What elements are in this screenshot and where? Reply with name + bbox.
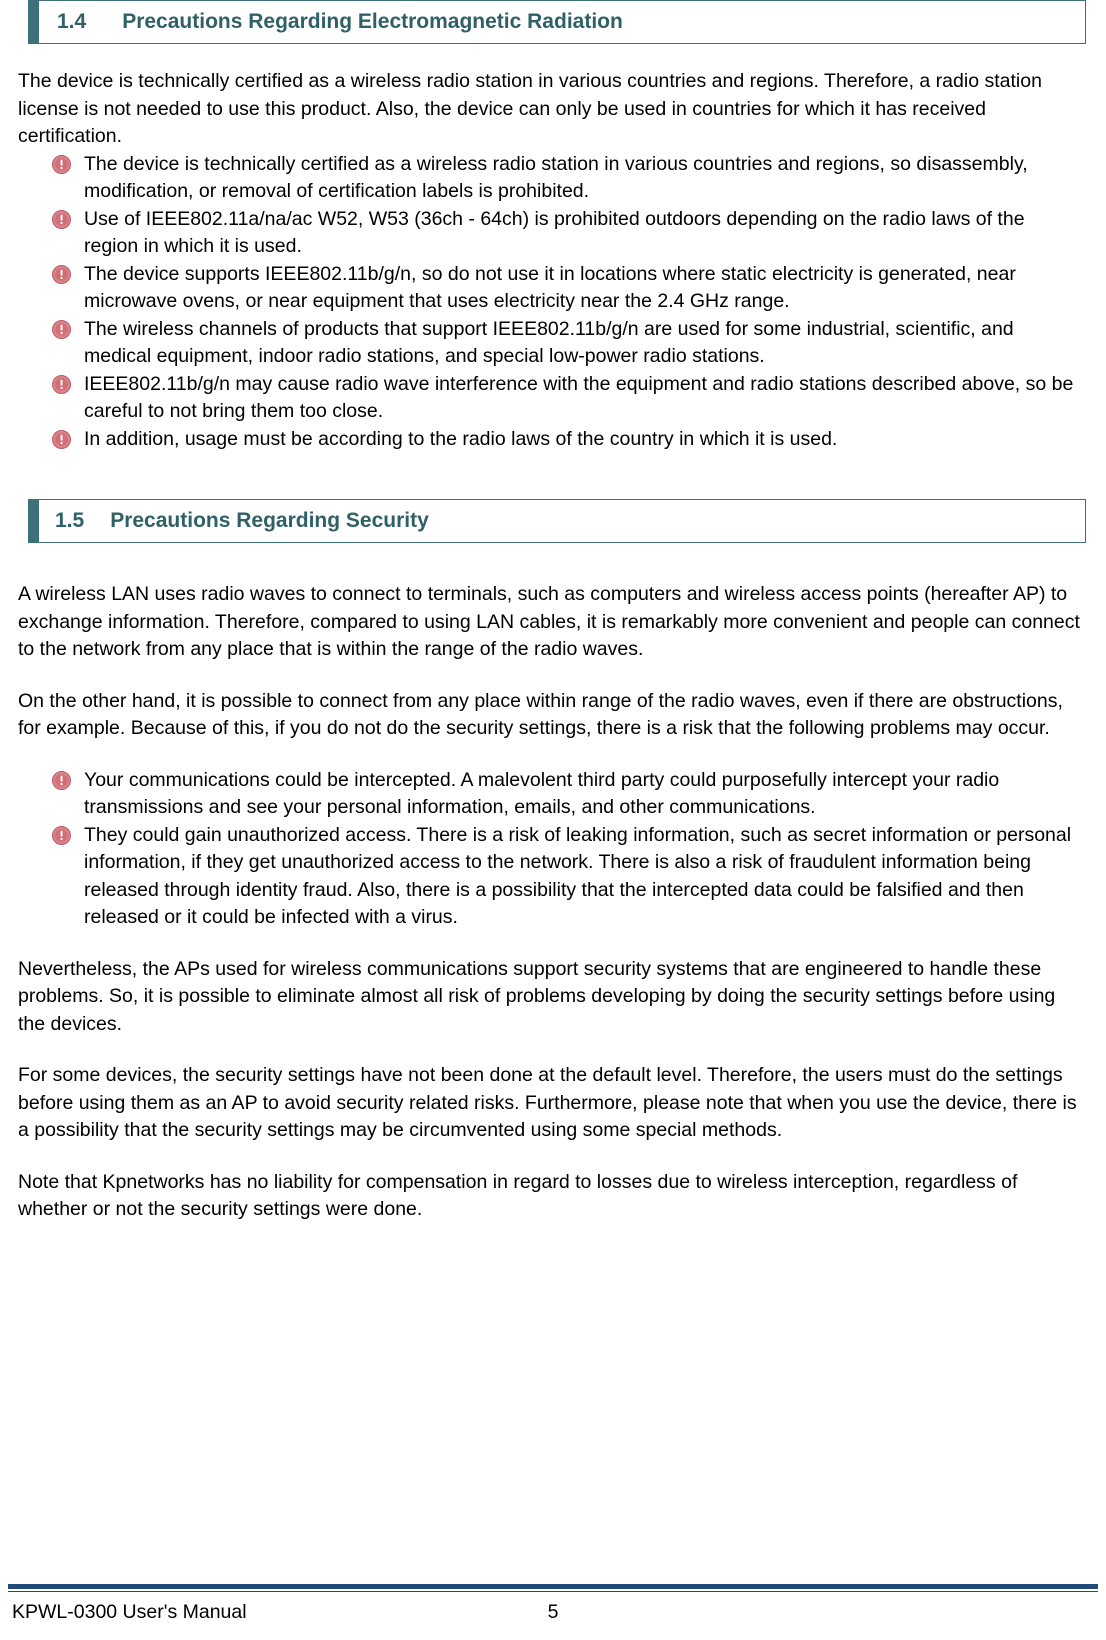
list-item-text: The wireless channels of products that support IEEE802.11b/g/n are used for some industrial, scientific, and medical equipment, indoor radio stations, and special low-power radio stations. <box>84 317 1014 367</box>
spacer <box>10 932 1096 956</box>
section-1-5-paragraph-1: A wireless LAN uses radio waves to connect to terminals, such as computers and wireless access points (hereafter AP) to exchange information. Therefore, compared to using LAN cables, it is remarkably more convenient and people can connect to the network from any place that is within the range of the radio waves. <box>18 583 1080 660</box>
spacer <box>10 44 1096 68</box>
section-number: 1.4 <box>57 10 87 33</box>
spacer <box>10 1038 1096 1062</box>
section-1-4-warning-list <box>10 151 1096 454</box>
spacer <box>10 453 1096 499</box>
footer-row <box>8 1598 1098 1628</box>
footer-manual-title: KPWL-0300 User's Manual <box>12 1601 247 1623</box>
heading-accent-bar <box>29 1 39 43</box>
spacer <box>10 543 1096 581</box>
list-item-text: The device is technically certified as a wireless radio station in various countries and regions, so disassembly, modification, or removal of certification labels is prohibited. <box>84 152 1028 202</box>
warning-exclamation-icon <box>52 375 71 394</box>
list-item <box>10 316 1082 371</box>
section-title: Precautions Regarding Electromagnetic Radiation <box>122 10 623 33</box>
list-item <box>10 426 1082 454</box>
spacer <box>10 743 1096 767</box>
warning-exclamation-icon <box>52 265 71 284</box>
section-title: Precautions Regarding Security <box>110 509 429 532</box>
list-item <box>10 151 1082 206</box>
section-heading-1-4 <box>28 0 1086 44</box>
warning-exclamation-icon <box>52 430 71 449</box>
list-item <box>10 261 1082 316</box>
section-number: 1.5 <box>55 509 85 532</box>
heading-accent-bar <box>29 500 39 542</box>
list-item-text: Your communications could be intercepted. A malevolent third party could purposefully intercept your radio transmissions and see your personal information, emails, and other communications. <box>84 768 1000 818</box>
footer-page-number: 5 <box>547 1601 559 1623</box>
section-1-5-paragraph-4: For some devices, the security settings have not been done at the default level. Therefore, the users must do the settings before using them as an AP to avoid security related risks. Furthermore, please note that when you use the device, there is a possibility that the security settings may be circumvented using some special methods. <box>18 1064 1077 1141</box>
spacer <box>10 664 1096 688</box>
page-footer <box>8 1584 1098 1628</box>
section-1-5-paragraph-2: On the other hand, it is possible to connect from any place within range of the radio waves, even if there are obstructions, for example. Because of this, if you do not do the security settings, there is a risk that the following problems may occur. <box>18 689 1063 739</box>
list-item-text: Use of IEEE802.11a/na/ac W52, W53 (36ch - 64ch) is prohibited outdoors depending on the radio laws of the region in which it is used. <box>84 207 1025 257</box>
list-item <box>10 371 1082 426</box>
list-item <box>10 206 1082 261</box>
list-item-text: IEEE802.11b/g/n may cause radio wave interference with the equipment and radio stations described above, so be careful to not bring them too close. <box>84 372 1074 422</box>
list-item-text: They could gain unauthorized access. There is a risk of leaking information, such as secret information or personal information, if they get unauthorized access to the network. There is also a risk of fraudulent information being released through identity fraud. Also, there is a possibility that the intercepted data could be falsified and then released or it could be infected with a virus. <box>84 823 1072 928</box>
section-heading-1-5 <box>28 499 1086 543</box>
spacer <box>10 1145 1096 1169</box>
list-item-text: In addition, usage must be according to the radio laws of the country in which it is used. <box>84 427 838 450</box>
section-1-5-paragraph-3: Nevertheless, the APs used for wireless communications support security systems that are engineered to handle these problems. So, it is possible to eliminate almost all risk of problems developing by doing the security settings before using the devices. <box>18 957 1056 1035</box>
section-1-4-intro-paragraph: The device is technically certified as a wireless radio station in various countries and regions. Therefore, a radio station license is not needed to use this product. Also, the device can only be used in countries for which it has received certification. <box>18 70 1042 147</box>
warning-exclamation-icon <box>52 320 71 339</box>
warning-exclamation-icon <box>52 155 71 174</box>
list-item <box>10 822 1082 932</box>
warning-exclamation-icon <box>52 210 71 229</box>
list-item <box>10 767 1082 822</box>
warning-exclamation-icon <box>52 771 71 790</box>
footer-rule-thin <box>8 1591 1098 1592</box>
list-item-text: The device supports IEEE802.11b/g/n, so do not use it in locations where static electricity is generated, near microwave ovens, or near equipment that uses electricity near the 2.4 GHz range. <box>84 262 1016 312</box>
section-1-5-paragraph-5: Note that Kpnetworks has no liability for compensation in regard to losses due to wireless interception, regardless of whether or not the security settings were done. <box>18 1170 1018 1220</box>
section-1-5-warning-list <box>10 767 1096 932</box>
warning-exclamation-icon <box>52 826 71 845</box>
